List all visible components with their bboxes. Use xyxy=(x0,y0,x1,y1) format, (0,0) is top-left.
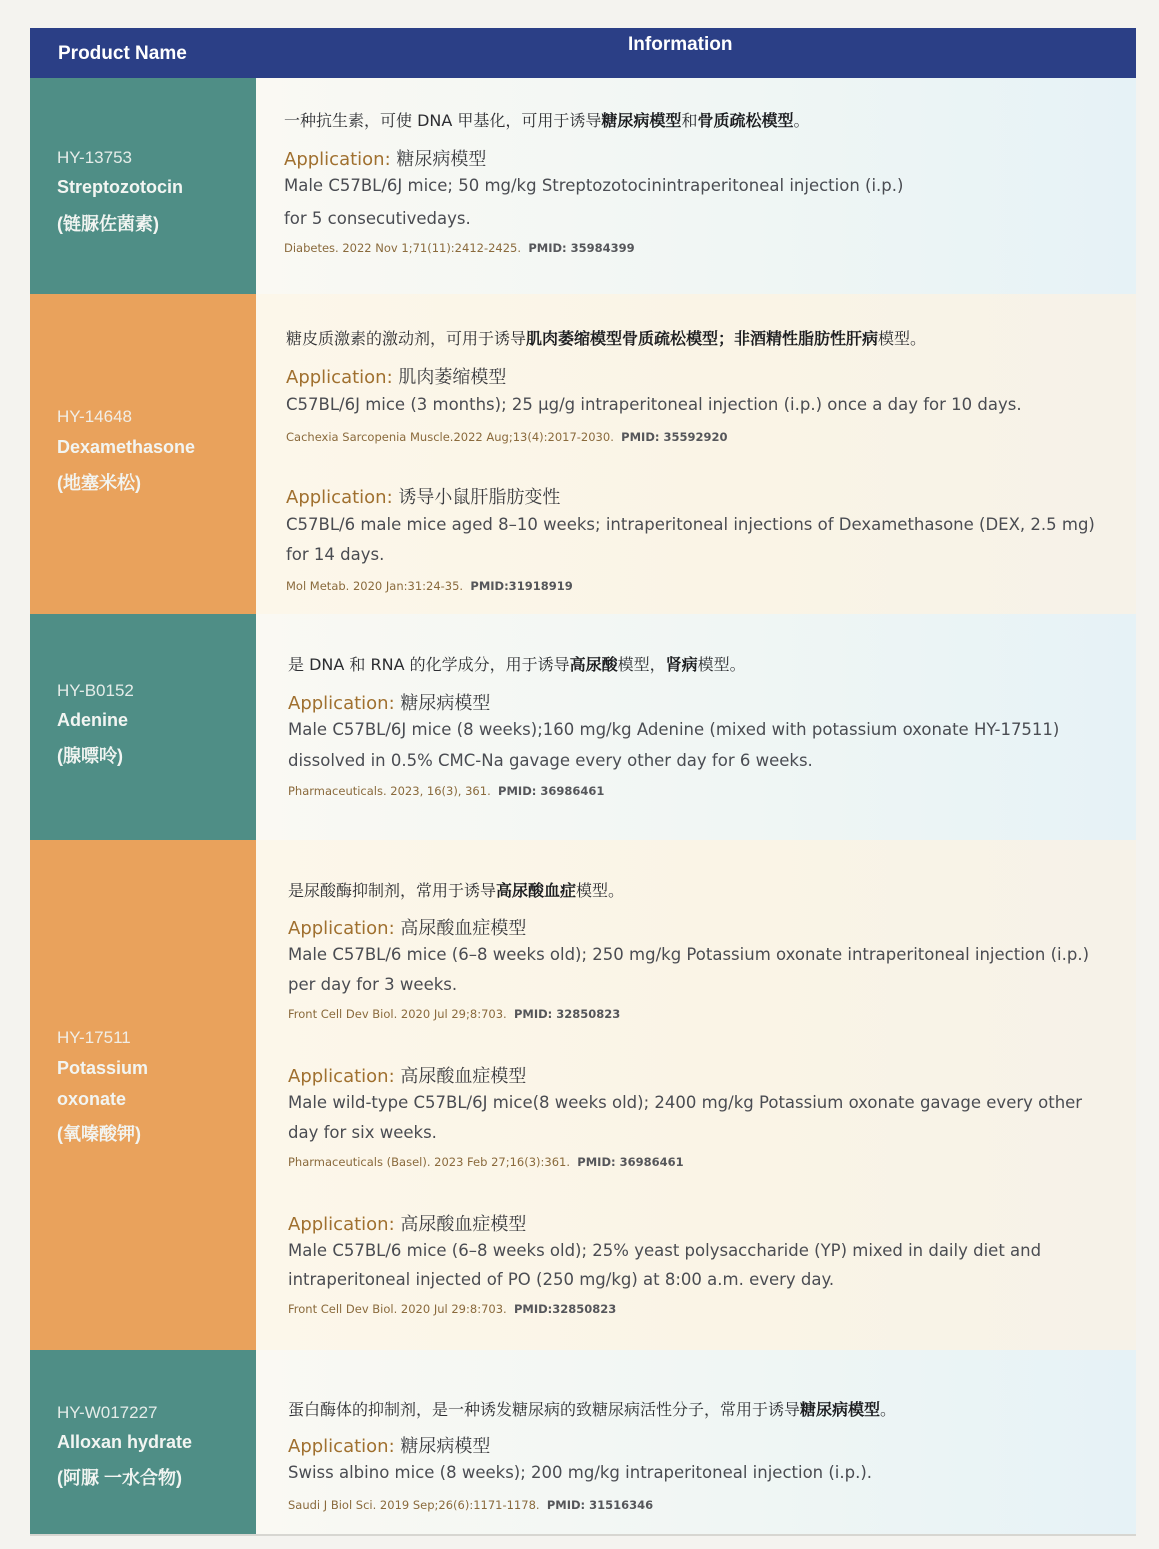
product-description: 一种抗生素，可使 DNA 甲基化，可用于诱导糖尿病模型和骨质疏松模型。 xyxy=(284,111,810,130)
bottom-rule xyxy=(30,1534,1136,1536)
product-description: 蛋白酶体的抑制剂，是一种诱发糖尿病的致糖尿病活性分子，常用于诱导糖尿病模型。 xyxy=(288,1400,897,1419)
product-name: Potassium xyxy=(57,1058,149,1078)
application-heading: Application: 高尿酸血症模型 xyxy=(288,1066,527,1087)
product-chinese-name: (氧嗪酸钾) xyxy=(57,1124,141,1144)
table-row xyxy=(30,840,1136,1350)
reference-citation: Cachexia Sarcopenia Muscle.2022 Aug;13(4):2017-2030. PMID: 35592920 xyxy=(286,430,728,444)
application-protocol: day for six weeks. xyxy=(288,1123,437,1142)
reference-citation: Pharmaceuticals (Basel). 2023 Feb 27;16(3):361. PMID: 36986461 xyxy=(288,1155,684,1169)
application-protocol: Male C57BL/6J mice; 50 mg/kg Streptozotocinintraperitoneal injection (i.p.) xyxy=(284,176,904,195)
table-header xyxy=(30,28,1136,78)
application-protocol: Male C57BL/6 mice (6–8 weeks old); 250 mg/kg Potassium oxonate intraperitoneal injection (i.p.) xyxy=(288,945,1090,964)
reference-citation: Diabetes. 2022 Nov 1;71(11):2412-2425. PMID: 35984399 xyxy=(284,241,635,255)
product-code: HY-W017227 xyxy=(57,1403,158,1422)
product-table xyxy=(30,28,1136,1536)
product-name: Adenine xyxy=(57,710,129,730)
table-row xyxy=(30,1350,1136,1534)
product-chinese-name: (阿脲 一水合物) xyxy=(57,1468,182,1488)
reference-citation: Pharmaceuticals. 2023, 16(3), 361. PMID: 36986461 xyxy=(288,784,605,798)
product-code: HY-13753 xyxy=(57,148,132,167)
application-heading: Application: 诱导小鼠肝脂肪变性 xyxy=(286,487,561,508)
product-description: 是尿酸酶抑制剂，常用于诱导高尿酸血症模型。 xyxy=(288,881,625,900)
info-cell xyxy=(256,294,1136,614)
product-chinese-name: (腺嘌呤) xyxy=(57,746,123,766)
application-protocol: per day for 3 weeks. xyxy=(288,975,458,994)
product-name: oxonate xyxy=(57,1089,127,1109)
product-cell xyxy=(30,840,256,1350)
application-protocol: intraperitoneal injected of PO (250 mg/kg) at 8:00 a.m. every day. xyxy=(288,1270,835,1289)
table-row xyxy=(30,78,1136,294)
reference-citation: Front Cell Dev Biol. 2020 Jul 29:8:703. PMID:32850823 xyxy=(288,1302,617,1316)
application-heading: Application: 糖尿病模型 xyxy=(288,1436,491,1457)
product-cell xyxy=(30,294,256,614)
product-cell xyxy=(30,614,256,840)
product-name: Streptozotocin xyxy=(57,177,183,197)
info-cell xyxy=(256,614,1136,840)
application-protocol: Swiss albino mice (8 weeks); 200 mg/kg intraperitoneal injection (i.p.). xyxy=(288,1463,873,1482)
application-protocol: Male C57BL/6J mice (8 weeks);160 mg/kg Adenine (mixed with potassium oxonate HY-17511) xyxy=(288,720,1060,739)
reference-citation: Saudi J Biol Sci. 2019 Sep;26(6):1171-1178. PMID: 31516346 xyxy=(288,1498,654,1512)
application-heading: Application: 高尿酸血症模型 xyxy=(288,918,527,939)
info-cell xyxy=(256,1350,1136,1534)
application-protocol: for 5 consecutivedays. xyxy=(284,209,471,228)
application-protocol: Male wild-type C57BL/6J mice(8 weeks old); 2400 mg/kg Potassium oxonate gavage every other xyxy=(288,1093,1083,1112)
application-heading: Application: 肌肉萎缩模型 xyxy=(286,367,507,388)
product-cell xyxy=(30,78,256,294)
info-cell xyxy=(256,78,1136,294)
product-name: Alloxan hydrate xyxy=(57,1432,193,1452)
application-heading: Application: 高尿酸血症模型 xyxy=(288,1214,527,1235)
product-cell xyxy=(30,1350,256,1534)
reference-citation: Mol Metab. 2020 Jan:31:24-35. PMID:31918919 xyxy=(286,579,573,593)
product-name: Dexamethasone xyxy=(57,437,196,457)
header-information: Information xyxy=(628,34,733,55)
product-description: 糖皮质激素的激动剂，可用于诱导肌肉萎缩模型骨质疏松模型；非酒精性脂肪性肝病模型。 xyxy=(286,329,927,348)
header-product-name: Product Name xyxy=(58,43,187,64)
table-row xyxy=(30,294,1136,614)
application-protocol: Male C57BL/6 mice (6–8 weeks old); 25% yeast polysaccharide (YP) mixed in daily diet and xyxy=(288,1241,1042,1260)
product-code: HY-17511 xyxy=(57,1028,131,1047)
info-cell xyxy=(256,840,1136,1350)
product-description: 是 DNA 和 RNA 的化学成分，用于诱导高尿酸模型，肾病模型。 xyxy=(288,655,746,674)
application-protocol: for 14 days. xyxy=(286,545,385,564)
product-code: HY-B0152 xyxy=(57,681,134,700)
product-chinese-name: (地塞米松) xyxy=(57,473,141,493)
application-heading: Application: 糖尿病模型 xyxy=(284,149,487,170)
application-protocol: dissolved in 0.5% CMC-Na gavage every other day for 6 weeks. xyxy=(288,751,813,770)
product-chinese-name: (链脲佐菌素) xyxy=(57,214,159,234)
application-heading: Application: 糖尿病模型 xyxy=(288,693,491,714)
application-protocol: C57BL/6 male mice aged 8–10 weeks; intraperitoneal injections of Dexamethasone (DEX, 2.5 mg) xyxy=(286,515,1095,534)
table-row xyxy=(30,614,1136,840)
application-protocol: C57BL/6J mice (3 months); 25 μg/g intraperitoneal injection (i.p.) once a day for 10 days. xyxy=(286,395,1022,414)
reference-citation: Front Cell Dev Biol. 2020 Jul 29;8:703. PMID: 32850823 xyxy=(288,1007,621,1021)
product-code: HY-14648 xyxy=(57,407,132,426)
